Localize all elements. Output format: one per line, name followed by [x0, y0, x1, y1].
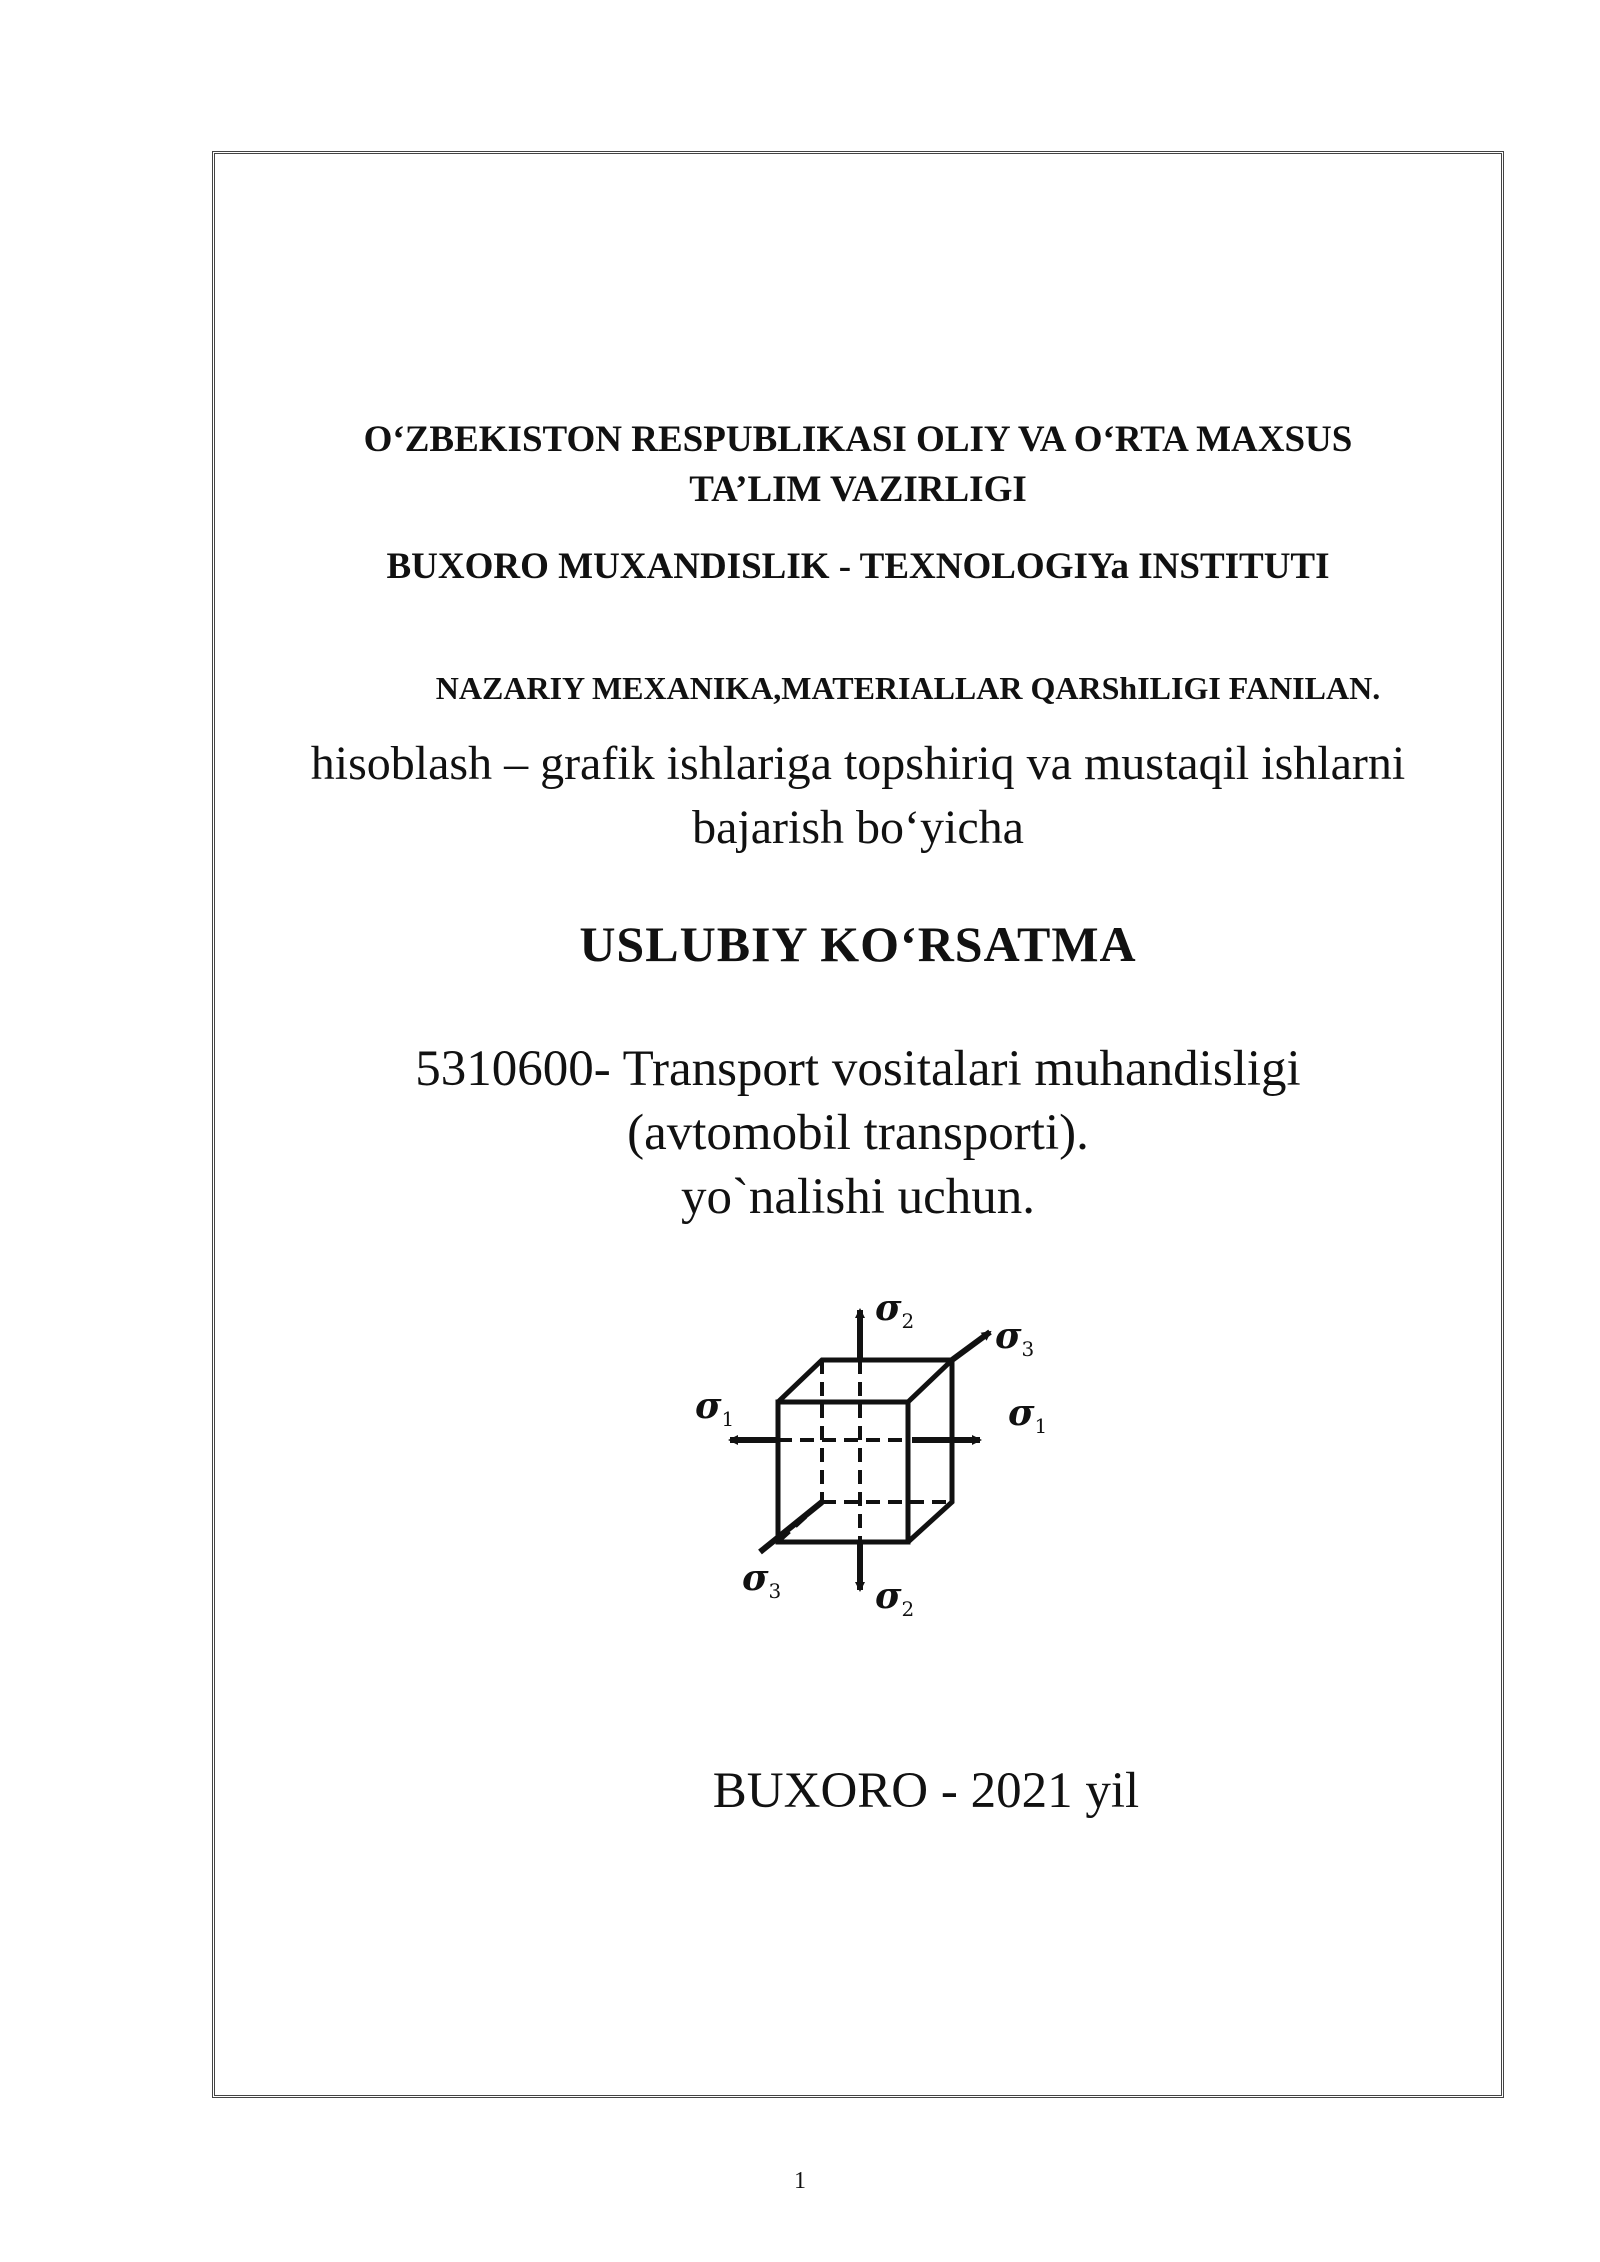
sigma1-right-label: $\sigma_1$ — [1008, 1392, 1048, 1438]
specialty-block — [212, 1037, 1504, 1229]
ministry-line-1: O‘ZBEKISTON RESPUBLIKASI OLIY VA O‘RTA MAXSUS — [363, 419, 1353, 460]
sigma2-bottom-label: $\sigma_2$ — [875, 1575, 915, 1620]
sigma1-left-label: $\sigma_1$ — [695, 1385, 735, 1431]
specialty-line-3: yo`nalishi uchun. — [680, 1169, 1036, 1225]
cube-top-face — [778, 1360, 952, 1402]
sigma2-top-label: $\sigma_2$ — [875, 1290, 915, 1333]
sigma3-top-label: $\sigma_3$ — [995, 1315, 1035, 1361]
city-year: BUXORO - 2021 yil — [712, 1763, 1140, 1819]
ministry-heading — [212, 415, 1504, 515]
specialty-line-1: 5310600- Transport vositalari muhandisligi — [415, 1041, 1301, 1097]
ministry-line-2: TA’LIM VAZIRLIGI — [689, 469, 1027, 510]
institute-name: BUXORO MUXANDISLIK - TEXNOLOGIYa INSTITUTI — [386, 546, 1330, 587]
task-line-2: bajarish bo‘yicha — [692, 801, 1024, 854]
sigma3-bottom-label: $\sigma_3$ — [742, 1557, 782, 1603]
task-description — [212, 732, 1504, 860]
stress-cube-diagram — [690, 1290, 1090, 1620]
document-title: USLUBIY KO‘RSATMA — [579, 916, 1137, 972]
sigma3-back-arrow — [952, 1332, 990, 1360]
subject-line: NAZARIY MEXANIKA,MATERIALLAR QARShILIGI FANILAN. — [435, 670, 1381, 706]
task-line-1: hisoblash – grafik ishlariga topshiriq va mustaqil ishlarni — [310, 737, 1406, 790]
specialty-line-2: (avtomobil transporti). — [627, 1105, 1089, 1161]
page-number: 1 — [794, 2168, 806, 2194]
cube-right-face — [908, 1360, 952, 1542]
